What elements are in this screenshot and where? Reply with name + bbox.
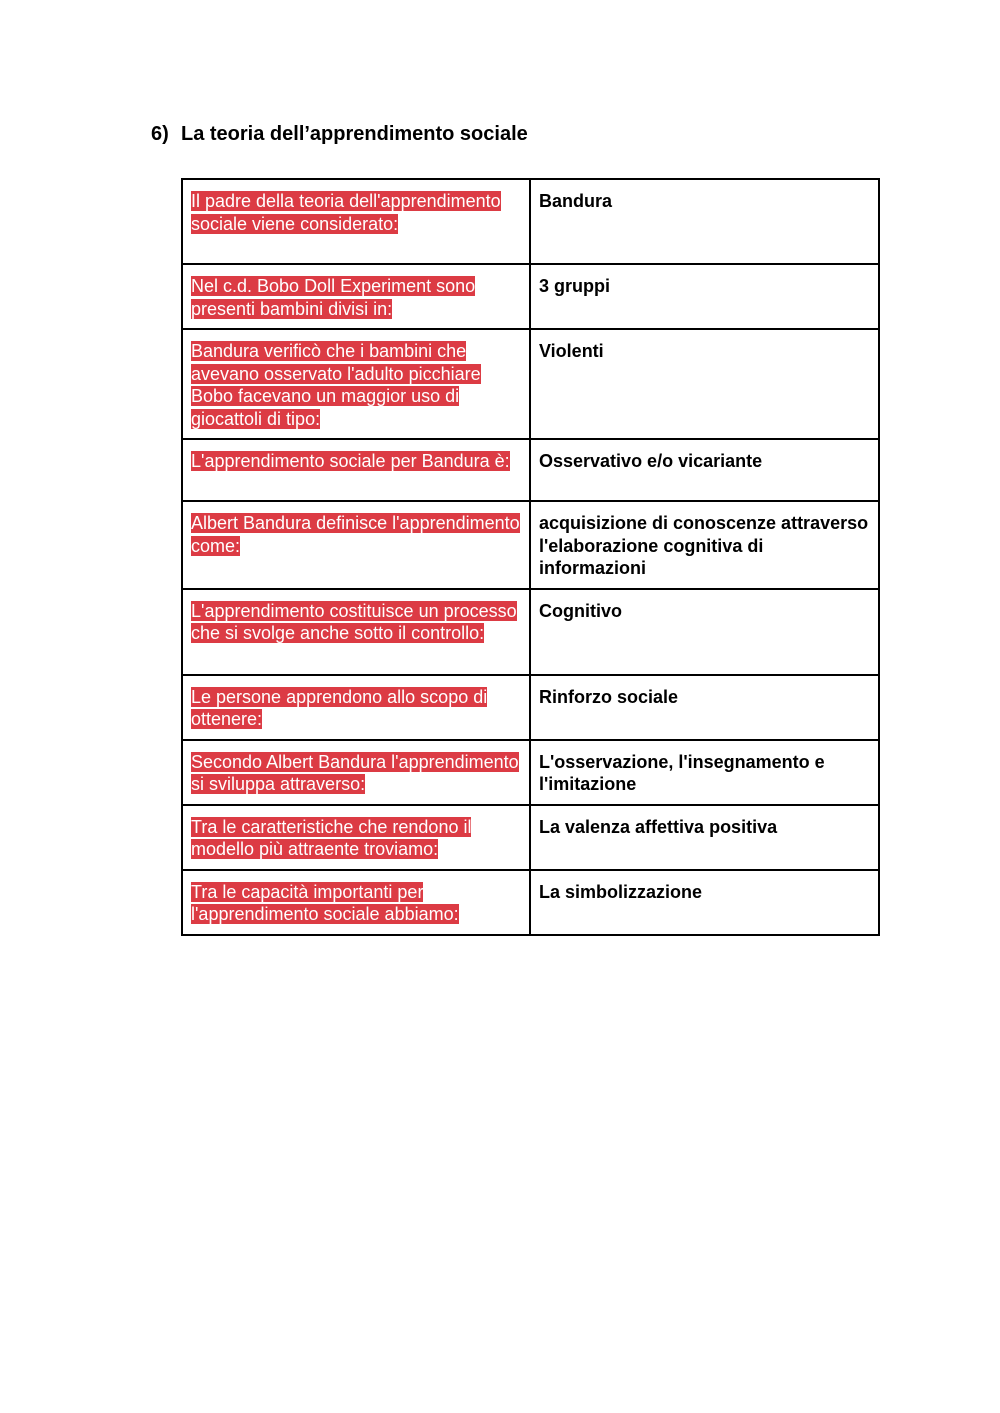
- question-cell: [182, 439, 530, 501]
- question-text: Secondo Albert Bandura l'apprendimento si sviluppa attraverso:: [191, 751, 519, 794]
- answer-text: Osservativo e/o vicariante: [539, 451, 763, 471]
- table-row: [182, 589, 879, 675]
- qa-table: [181, 178, 880, 936]
- question-cell: [182, 179, 530, 264]
- question-text: Le persone apprendono allo scopo di ottenere:: [191, 686, 488, 729]
- question-text: L'apprendimento costituisce un processo che si svolge anche sotto il controllo:: [191, 600, 517, 643]
- answer-cell: [530, 179, 879, 264]
- question-text: Il padre della teoria dell'apprendimento sociale viene considerato:: [191, 191, 501, 234]
- section-heading: [151, 121, 528, 147]
- table-row: [182, 264, 879, 329]
- answer-text: La valenza affettiva positiva: [539, 816, 778, 837]
- answer-text: La simbolizzazione: [539, 881, 703, 902]
- table-row: [182, 501, 879, 589]
- answer-text: 3 gruppi: [539, 276, 610, 296]
- answer-cell: [530, 501, 879, 589]
- answer-text: acquisizione di conoscenze attraverso l'elaborazione cognitiva di informazioni: [539, 513, 869, 578]
- table-row: [182, 675, 879, 740]
- section-title: La teoria dell’apprendimento sociale: [181, 123, 528, 145]
- answer-cell: [530, 439, 879, 501]
- question-text: Tra le capacità importanti per l'apprendimento sociale abbiamo:: [191, 881, 459, 924]
- answer-cell: [530, 805, 879, 870]
- answer-cell: [530, 870, 879, 935]
- question-text: Bandura verificò che i bambini che avevano osservato l'adulto picchiare Bobo facevano un maggior uso di giocattoli di tipo:: [191, 341, 481, 429]
- question-text: Nel c.d. Bobo Doll Experiment sono presenti bambini divisi in:: [191, 276, 476, 319]
- table-row: [182, 805, 879, 870]
- question-text: Tra le caratteristiche che rendono il modello più attraente troviamo:: [191, 816, 472, 859]
- question-text: Albert Bandura definisce l'apprendimento come:: [191, 513, 520, 556]
- answer-cell: [530, 675, 879, 740]
- table-row: [182, 870, 879, 935]
- answer-cell: [530, 589, 879, 675]
- answer-text: Bandura: [539, 191, 613, 211]
- table-row: [182, 439, 879, 501]
- question-cell: [182, 589, 530, 675]
- question-cell: [182, 675, 530, 740]
- section-number: 6): [151, 123, 169, 145]
- table-row: [182, 179, 879, 264]
- question-cell: [182, 501, 530, 589]
- table-row: [182, 329, 879, 439]
- question-cell: [182, 740, 530, 805]
- answer-cell: [530, 264, 879, 329]
- answer-cell: [530, 329, 879, 439]
- question-cell: [182, 870, 530, 935]
- answer-text: Violenti: [539, 341, 604, 361]
- answer-text: Rinforzo sociale: [539, 686, 679, 707]
- question-cell: [182, 805, 530, 870]
- question-cell: [182, 264, 530, 329]
- question-cell: [182, 329, 530, 439]
- answer-cell: [530, 740, 879, 805]
- question-text: L'apprendimento sociale per Bandura è:: [191, 451, 510, 471]
- answer-text: L'osservazione, l'insegnamento e l'imitazione: [539, 751, 825, 794]
- table-row: [182, 740, 879, 805]
- answer-text: Cognitivo: [539, 600, 622, 621]
